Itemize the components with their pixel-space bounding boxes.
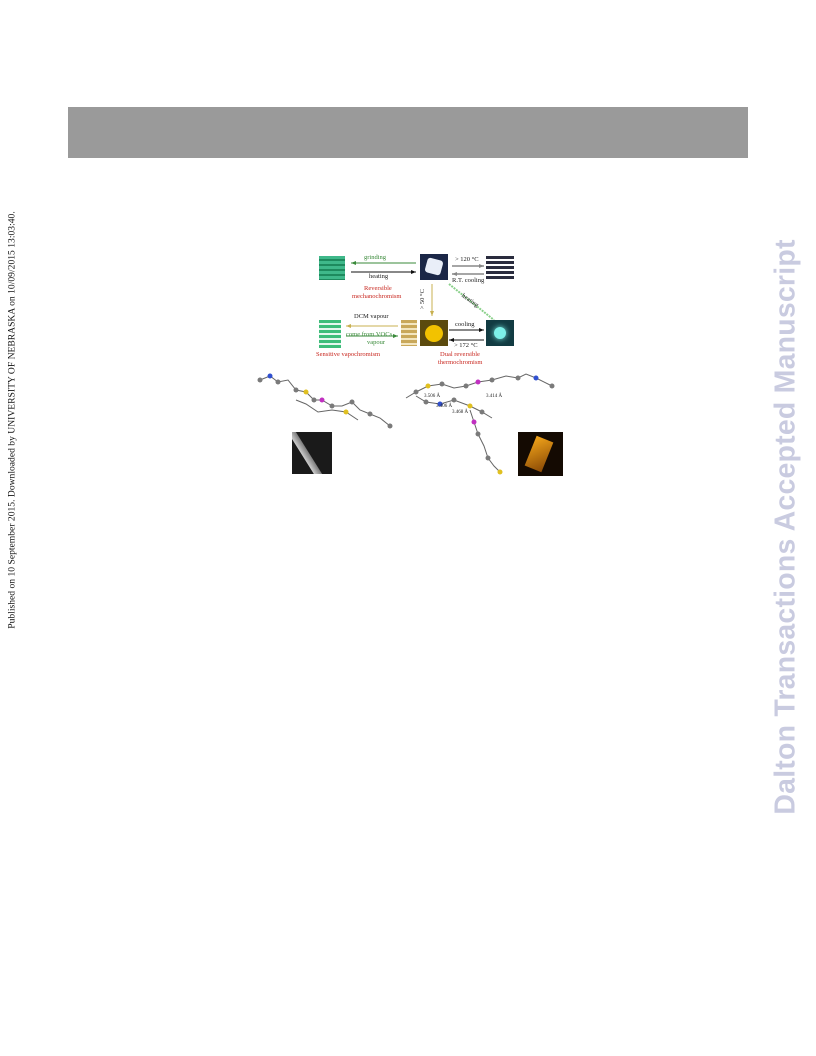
green-striped-solid-icon-2	[319, 320, 341, 348]
orange-block-crystal-photo-icon	[518, 432, 563, 476]
mechanochromism-label-2: mechanochromism	[352, 293, 402, 300]
vapour-removal-label-2: vapour	[367, 339, 386, 346]
watermark-text: Dalton Transactions Accepted Manuscript	[769, 239, 802, 815]
grinding-label: grinding	[364, 254, 387, 261]
arrow-vertical-label: > 50 °C	[418, 289, 426, 310]
distance-label-2: 3.406 Å	[436, 404, 453, 409]
yellow-crystal-icon	[420, 320, 448, 346]
header-bar	[68, 107, 748, 158]
needle-crystal-photo-icon	[292, 432, 332, 474]
graphical-abstract	[256, 248, 566, 478]
distance-label-1: 3.506 Å	[424, 394, 441, 399]
distance-label-4: 3.414 Å	[486, 394, 503, 399]
vapochromism-label: Sensitive vapochromism	[316, 351, 381, 358]
heating-diagonal-label: heating	[460, 292, 480, 309]
vapour-removal-label-1: come from VOCs	[346, 331, 393, 338]
cyan-glow-crystal-icon	[486, 320, 514, 346]
mechanochromism-label-1: Reversible	[364, 285, 392, 292]
rt-cooling-label: R.T. cooling	[452, 277, 485, 284]
dcm-vapour-label: DCM vapour	[354, 313, 389, 320]
thermochromism-label-2: thermochromism	[438, 359, 483, 366]
heat-172-label: > 172 °C	[454, 342, 478, 349]
distance-label-3: 3.468 Å	[452, 410, 469, 415]
heating-label: heating	[369, 273, 389, 280]
tan-striped-solid-icon	[401, 320, 417, 346]
publication-note-text: Published on 10 September 2015. Downloaded by UNIVERSITY OF NEBRASKA on 10/09/2015 13:03:40.	[6, 211, 18, 629]
thermochromism-label-1: Dual reversible	[440, 351, 480, 358]
heat-120-label: > 120 °C	[455, 256, 479, 263]
cooling-label: cooling	[455, 321, 475, 328]
